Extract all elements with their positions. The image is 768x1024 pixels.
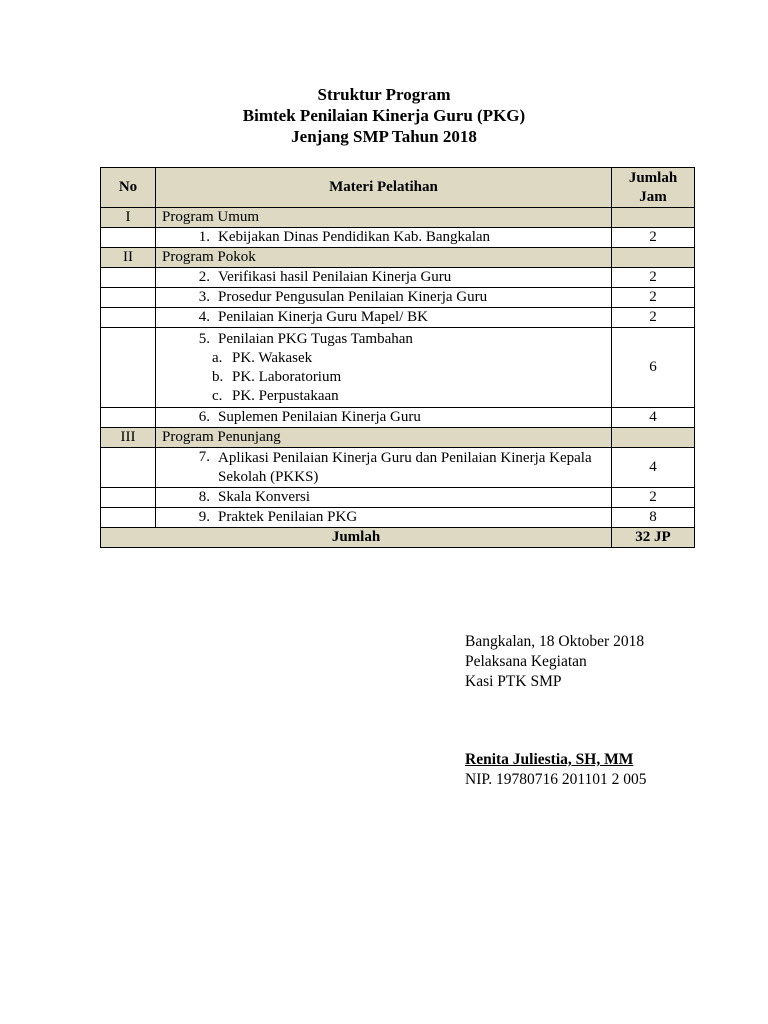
row-materi: [156, 308, 612, 328]
table-row: [101, 228, 695, 248]
section-row: [101, 428, 695, 448]
item-text: Penilaian Kinerja Guru Mapel/ BK: [218, 309, 428, 325]
section-label: Program Umum: [156, 208, 612, 228]
row-jam: 2: [612, 488, 695, 508]
table-body: [101, 208, 695, 528]
sub-item: [162, 368, 605, 387]
table-row: [101, 448, 695, 488]
list-item: [162, 229, 605, 246]
row-jam: 8: [612, 508, 695, 528]
section-jam: [612, 428, 695, 448]
list-item: [162, 289, 605, 306]
row-no: [101, 268, 156, 288]
sub-item-letter: b.: [212, 368, 224, 385]
item-number: 1.: [198, 229, 210, 245]
row-jam: 2: [612, 308, 695, 328]
section-no: II: [101, 248, 156, 268]
sub-item-text: PK. Wakasek: [232, 349, 313, 366]
item-text: Skala Konversi: [218, 489, 311, 505]
row-no: [101, 328, 156, 408]
item-text: Praktek Penilaian PKG: [218, 509, 358, 525]
signer-role-1: Pelaksana Kegiatan: [465, 653, 587, 670]
item-number: 5.: [198, 330, 210, 347]
section-jam: [612, 208, 695, 228]
row-jam: 2: [612, 268, 695, 288]
signer-role-2: Kasi PTK SMP: [465, 673, 562, 690]
row-no: [101, 228, 156, 248]
document-title: [0, 84, 768, 147]
total-row: [101, 528, 695, 548]
row-materi: [156, 408, 612, 428]
row-no: [101, 308, 156, 328]
item-number: 7.: [198, 448, 210, 465]
item-text: Kebijakan Dinas Pendidikan Kab. Bangkalan: [218, 229, 491, 245]
row-jam: 4: [612, 448, 695, 488]
row-materi: [156, 228, 612, 248]
row-no: [101, 488, 156, 508]
table-header-row: [101, 168, 695, 208]
section-label: Program Penunjang: [156, 428, 612, 448]
row-no: [101, 448, 156, 488]
section-row: [101, 208, 695, 228]
table-row: [101, 268, 695, 288]
row-jam: 2: [612, 228, 695, 248]
sub-item-text: PK. Laboratorium: [232, 368, 342, 385]
item-text: Penilaian PKG Tugas Tambahan: [218, 330, 413, 347]
title-line-1: Struktur Program: [317, 85, 451, 104]
header-jam: [612, 168, 695, 208]
row-materi: [156, 448, 612, 488]
header-jam-line-2: Jam: [639, 188, 667, 205]
signature-block: [465, 632, 647, 790]
item-number: 8.: [198, 489, 210, 505]
header-no: No: [101, 168, 156, 208]
title-line-2: Bimtek Penilaian Kinerja Guru (PKG): [242, 106, 526, 125]
row-jam: 2: [612, 288, 695, 308]
sub-item-letter: a.: [212, 349, 223, 366]
row-materi: [156, 328, 612, 408]
program-table: [100, 167, 695, 548]
section-no: I: [101, 208, 156, 228]
item-text: Prosedur Pengusulan Penilaian Kinerja Guru: [218, 289, 488, 305]
section-row: [101, 248, 695, 268]
list-item: [162, 509, 605, 526]
sub-item-text: PK. Perpustakaan: [232, 387, 339, 404]
list-item: [162, 269, 605, 286]
total-label: Jumlah: [101, 528, 612, 548]
row-no: [101, 288, 156, 308]
table-row: [101, 508, 695, 528]
header-jam-line-1: Jumlah: [628, 169, 678, 186]
sub-item: [162, 387, 605, 406]
section-label: Program Pokok: [156, 248, 612, 268]
table-row: [101, 308, 695, 328]
list-item: [162, 409, 605, 426]
item-number: 3.: [198, 289, 210, 305]
list-item: [162, 330, 605, 349]
title-line-3: Jenjang SMP Tahun 2018: [291, 127, 477, 146]
row-materi: [156, 288, 612, 308]
row-jam: 4: [612, 408, 695, 428]
sub-item: [162, 349, 605, 368]
table-row: [101, 488, 695, 508]
row-materi: [156, 508, 612, 528]
row-materi: [156, 268, 612, 288]
place-date: Bangkalan, 18 Oktober 2018: [465, 633, 645, 650]
total-value: 32 JP: [612, 528, 695, 548]
item-number: 6.: [198, 409, 210, 425]
list-item: [162, 489, 605, 506]
row-no: [101, 508, 156, 528]
row-jam: 6: [612, 328, 695, 408]
item-text: Suplemen Penilaian Kinerja Guru: [218, 409, 421, 425]
signer-nip: NIP. 19780716 201101 2 005: [465, 771, 647, 788]
item-text: Verifikasi hasil Penilaian Kinerja Guru: [218, 269, 452, 285]
row-materi: [156, 488, 612, 508]
list-item: [162, 309, 605, 326]
table-row: [101, 288, 695, 308]
item-number: 4.: [198, 309, 210, 325]
row-no: [101, 408, 156, 428]
item-number: 2.: [198, 269, 210, 285]
section-jam: [612, 248, 695, 268]
list-item: [162, 449, 605, 487]
item-text: Aplikasi Penilaian Kinerja Guru dan Penilaian Kinerja Kepala Sekolah (PKKS): [218, 449, 592, 485]
header-materi: Materi Pelatihan: [156, 168, 612, 208]
sub-item-letter: c.: [212, 387, 223, 404]
signer-name: Renita Juliestia, SH, MM: [465, 751, 634, 768]
item-number: 9.: [198, 509, 210, 525]
table-row: [101, 328, 695, 408]
section-no: III: [101, 428, 156, 448]
table-row: [101, 408, 695, 428]
